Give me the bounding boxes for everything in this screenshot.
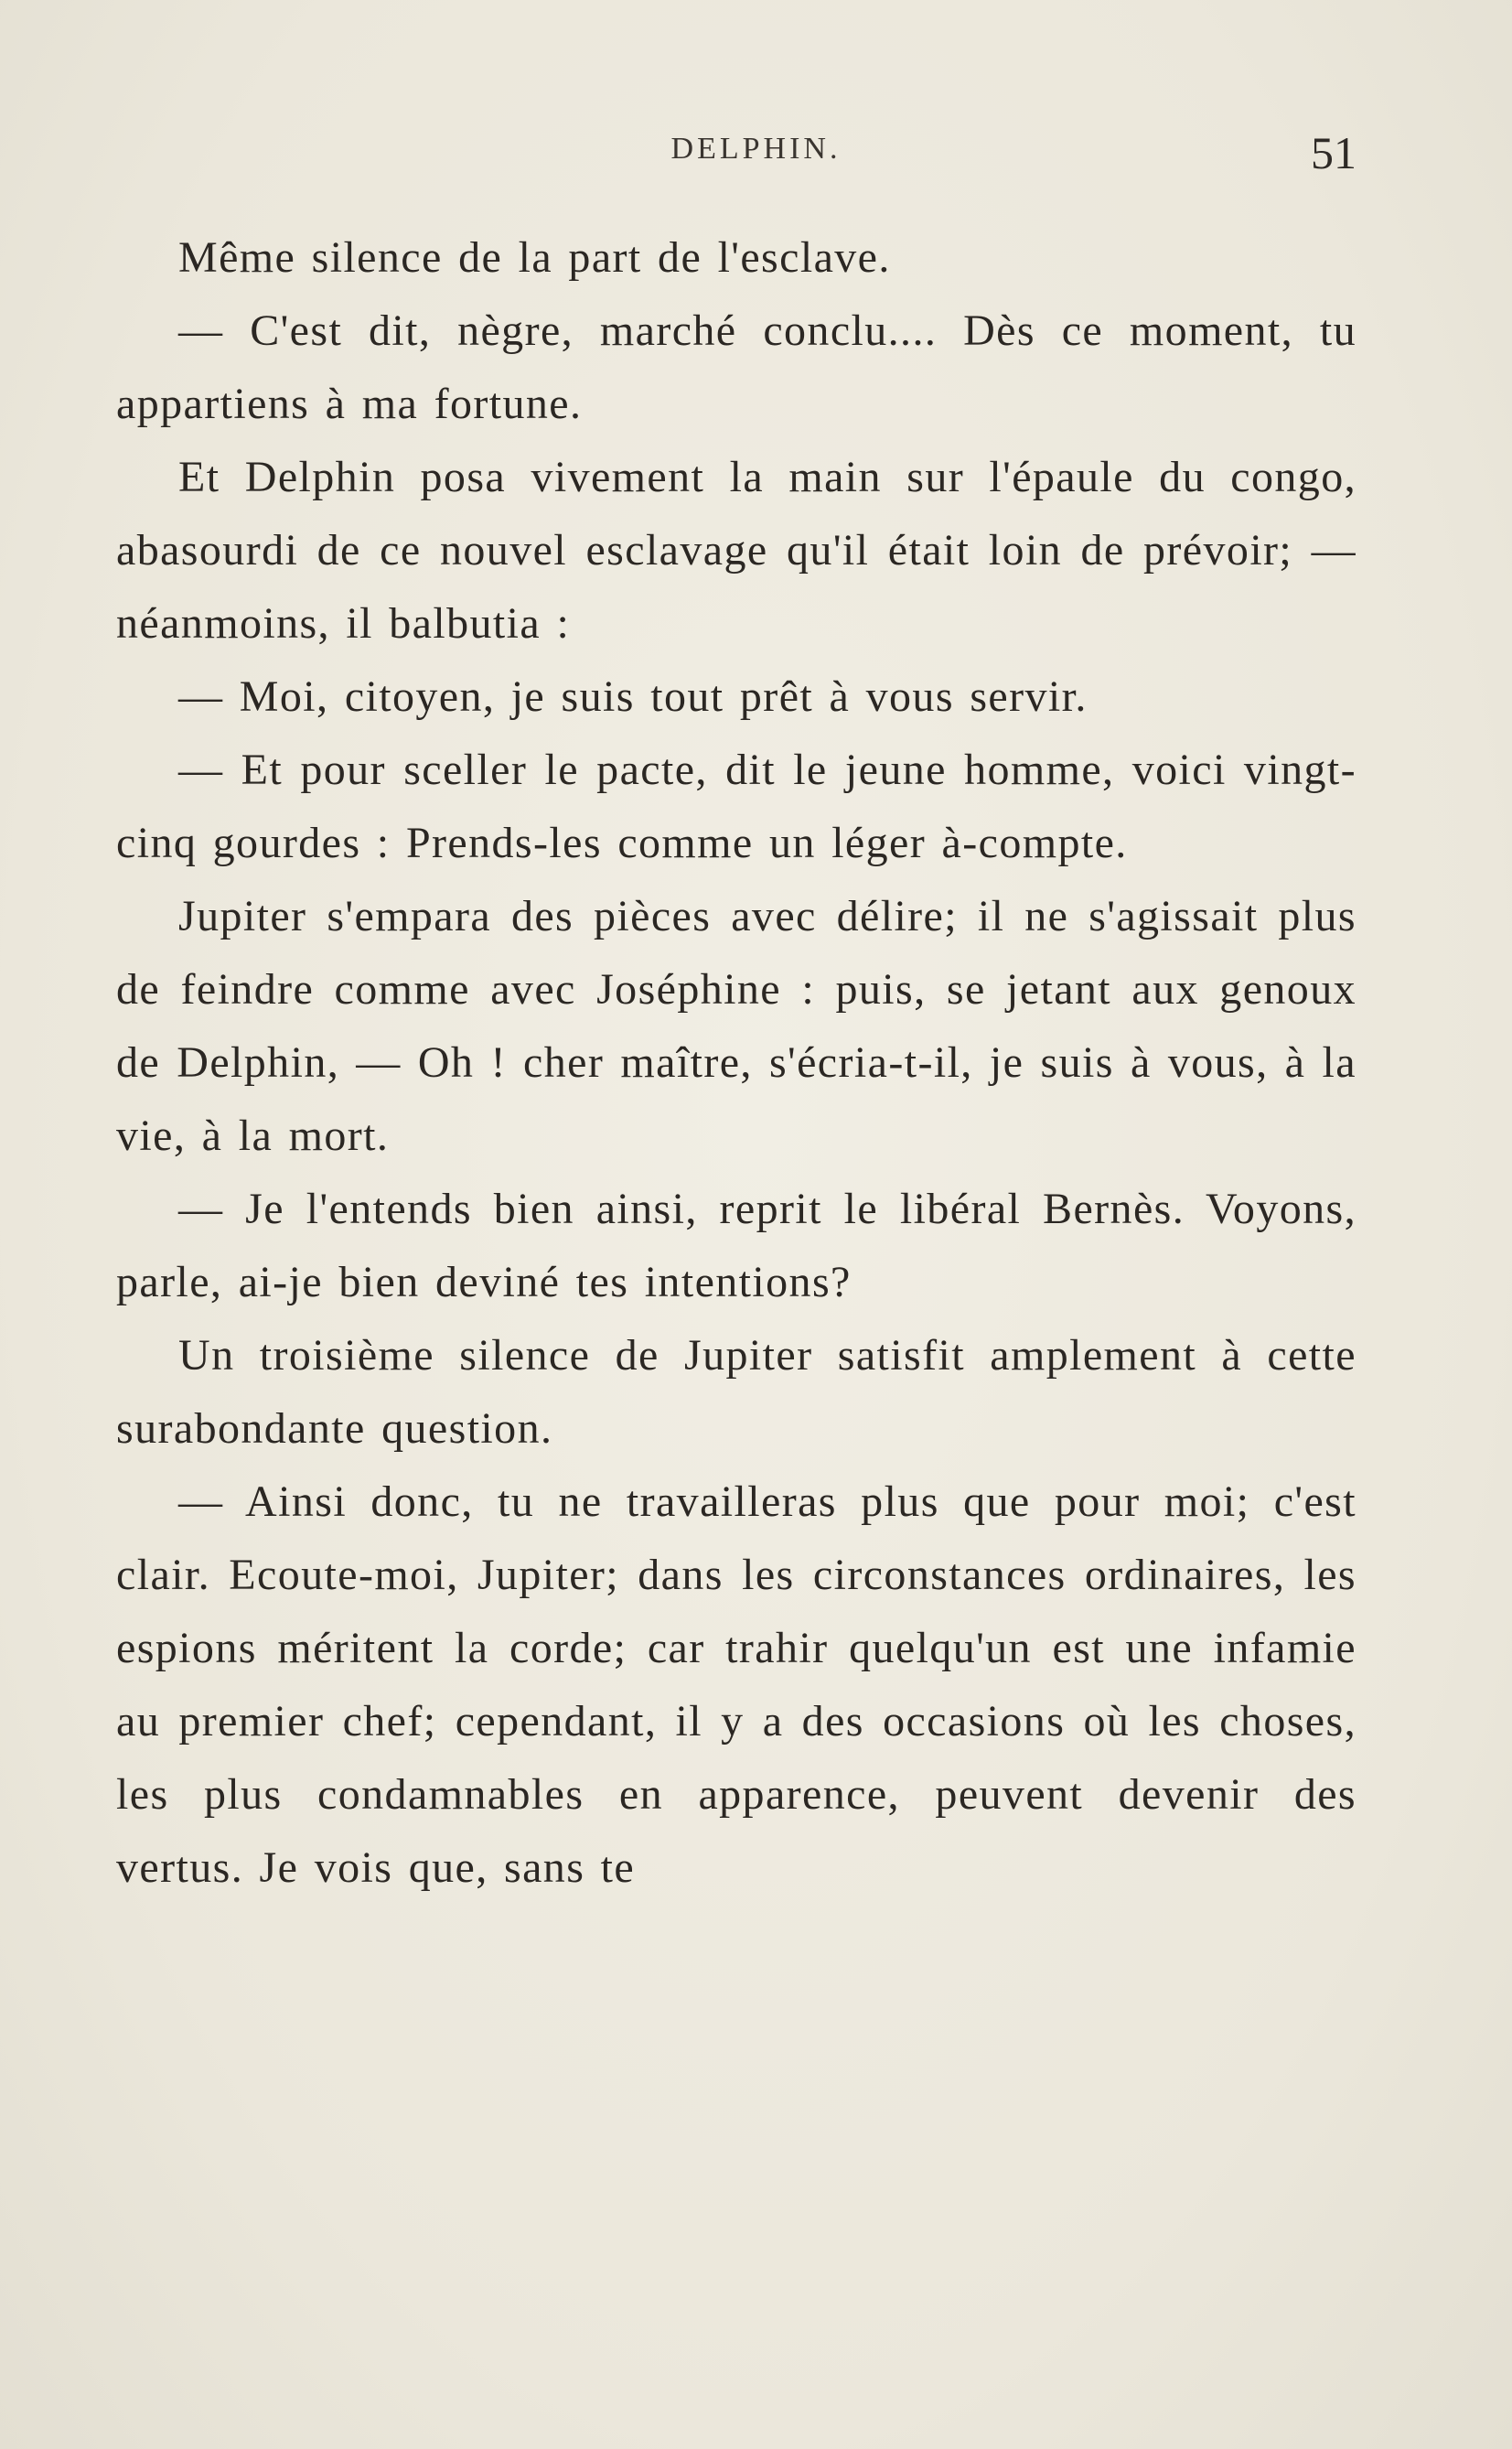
paragraph: Jupiter s'empara des pièces avec délire; il ne s'agissait plus de feindre comme avec Joséphine : puis, se jetant aux genoux de Delphin, — Oh ! cher maître, s'écria-t-il, je suis à vous, à la vie, à la mort. xyxy=(116,892,1357,1160)
running-title: DELPHIN. xyxy=(670,132,842,166)
paragraph: — C'est dit, nègre, marché conclu.... Dès ce moment, tu appartiens à ma fortune. xyxy=(116,306,1357,428)
body-text xyxy=(116,221,1357,1905)
paragraph: — Et pour sceller le pacte, dit le jeune homme, voici vingt-cinq gourdes : Prends-les comme un léger à-compte. xyxy=(116,746,1357,867)
running-head xyxy=(0,126,1512,181)
paragraph: — Ainsi donc, tu ne travailleras plus que pour moi; c'est clair. Ecoute-moi, Jupiter; dans les circonstances ordinaires, les espions méritent la corde; car trahir quelqu'un est une infamie au premier chef; cependant, il y a des occasions où les choses, les plus condamnables en apparence, peuvent devenir des vertus. Je vois que, sans te xyxy=(116,1477,1357,1892)
paragraph: Même silence de la part de l'esclave. xyxy=(178,233,891,282)
paragraph: — Je l'entends bien ainsi, reprit le libéral Bernès. Voyons, parle, ai-je bien deviné tes intentions? xyxy=(116,1185,1357,1306)
paragraph: — Moi, citoyen, je suis tout prêt à vous servir. xyxy=(178,672,1088,721)
paragraph: Et Delphin posa vivement la main sur l'épaule du congo, abasourdi de ce nouvel esclavage qu'il était loin de prévoir; — néanmoins, il balbutia : xyxy=(116,453,1357,648)
paragraph: Un troisième silence de Jupiter satisfit amplement à cette surabondante question. xyxy=(116,1331,1357,1453)
page-number: 51 xyxy=(1311,127,1357,178)
